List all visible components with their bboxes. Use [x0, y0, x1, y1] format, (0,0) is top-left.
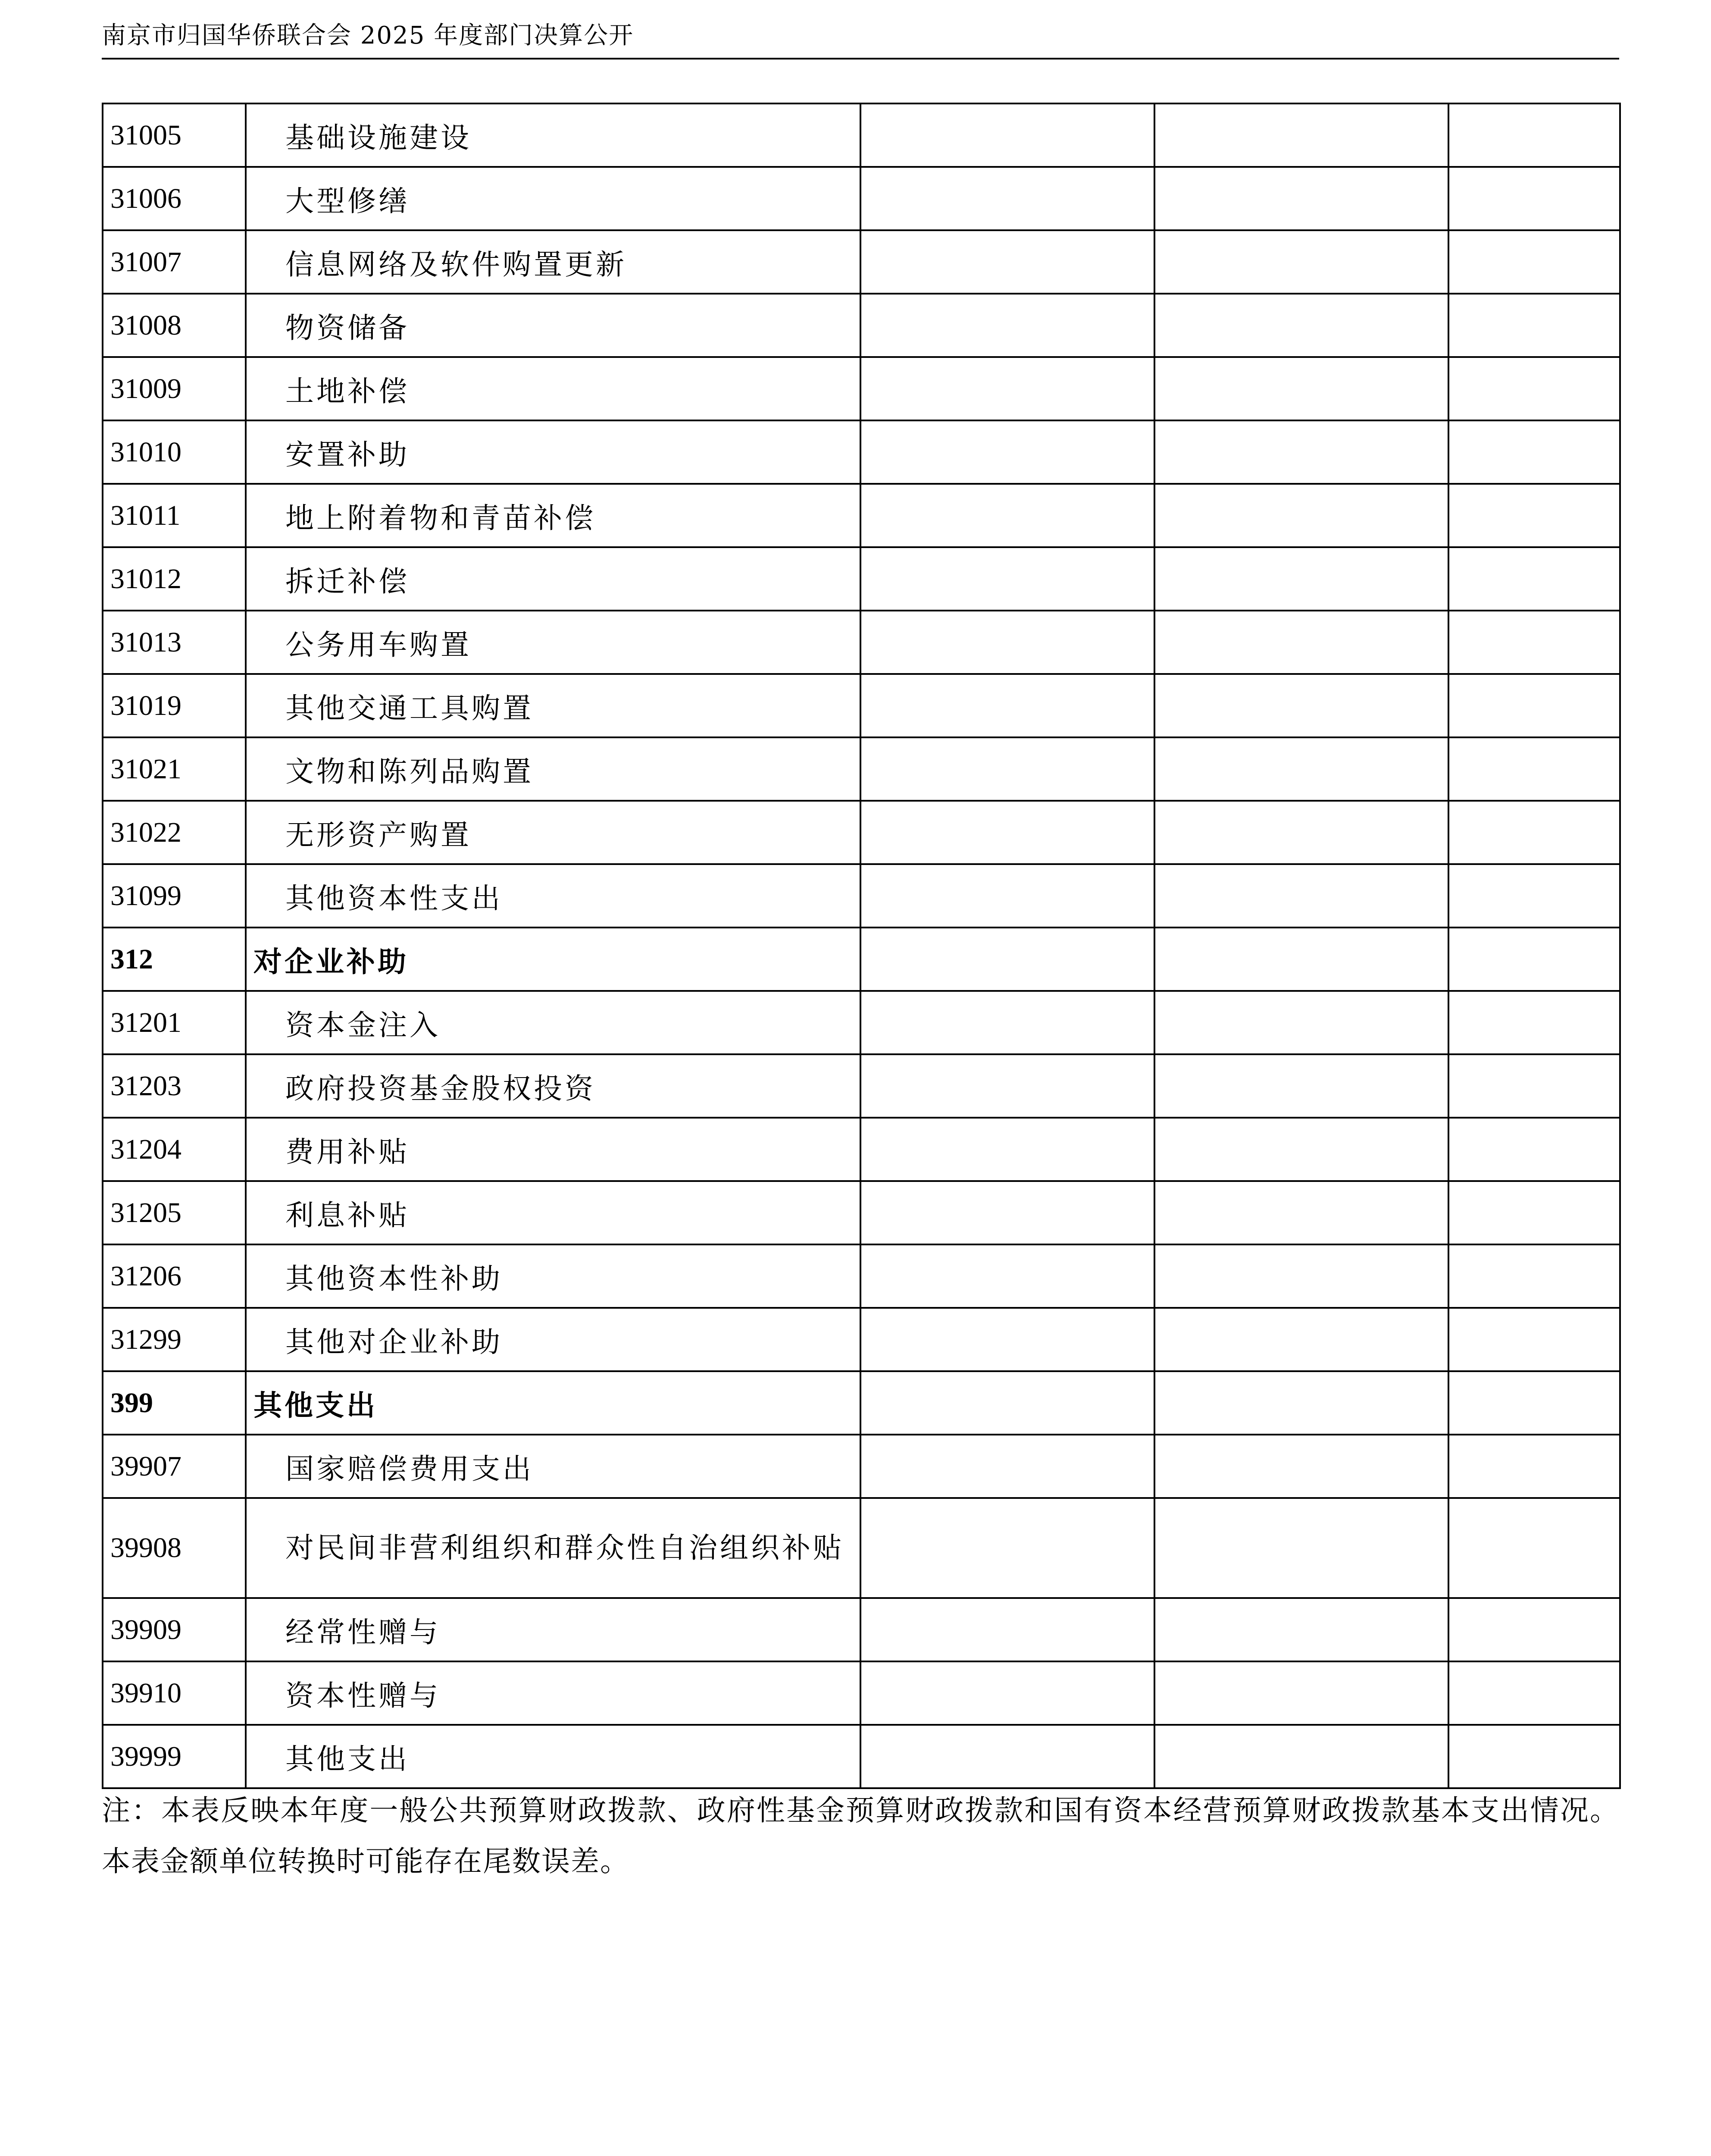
row-amount-cell [1448, 484, 1620, 547]
table-row [103, 103, 1620, 167]
table-row [103, 674, 1620, 737]
row-amount-cell [1154, 1498, 1448, 1598]
page-header [102, 22, 1619, 60]
row-code-cell: 31299 [103, 1308, 246, 1371]
row-amount-cell [1448, 801, 1620, 864]
table-row [103, 294, 1620, 357]
table-row [103, 547, 1620, 611]
row-name-cell: 地上附着物和青苗补偿 [246, 484, 860, 547]
table-row [103, 928, 1620, 991]
row-amount-cell [1154, 864, 1448, 928]
row-amount-cell [860, 1118, 1154, 1181]
row-amount-cell [1448, 167, 1620, 230]
row-code-cell: 31012 [103, 547, 246, 611]
row-amount-cell [1154, 928, 1448, 991]
row-code-cell: 31206 [103, 1244, 246, 1308]
row-code-cell: 39910 [103, 1661, 246, 1725]
row-name-cell: 大型修缮 [246, 167, 860, 230]
row-amount-cell [1448, 1371, 1620, 1435]
row-amount-cell [860, 1308, 1154, 1371]
row-amount-cell [1154, 167, 1448, 230]
row-name-cell: 其他资本性支出 [246, 864, 860, 928]
row-amount-cell [1154, 484, 1448, 547]
row-amount-cell [1448, 864, 1620, 928]
table-row [103, 737, 1620, 801]
table-note: 注：本表反映本年度一般公共预算财政拨款、政府性基金预算财政拨款和国有资本经营预算财政拨款基本支出情况。本表金额单位转换时可能存在尾数误差。 [102, 1794, 1619, 1878]
row-name-cell: 资本性赠与 [246, 1661, 860, 1725]
table-row [103, 357, 1620, 420]
row-amount-cell [1154, 991, 1448, 1054]
row-name-cell: 国家赔偿费用支出 [246, 1435, 860, 1498]
row-amount-cell [1448, 1244, 1620, 1308]
row-amount-cell [1448, 1435, 1620, 1498]
row-name-cell: 资本金注入 [246, 991, 860, 1054]
row-amount-cell [1154, 1181, 1448, 1244]
row-amount-cell [1448, 737, 1620, 801]
table-row [103, 230, 1620, 294]
row-amount-cell [1154, 1725, 1448, 1788]
row-amount-cell [860, 1498, 1154, 1598]
row-amount-cell [1448, 1725, 1620, 1788]
table-row [103, 991, 1620, 1054]
row-amount-cell [860, 294, 1154, 357]
row-amount-cell [1154, 103, 1448, 167]
row-amount-cell [1448, 611, 1620, 674]
row-amount-cell [860, 1598, 1154, 1661]
row-code-cell: 31008 [103, 294, 246, 357]
row-amount-cell [1448, 230, 1620, 294]
row-code-cell: 31013 [103, 611, 246, 674]
row-amount-cell [1448, 1598, 1620, 1661]
row-name-cell: 政府投资基金股权投资 [246, 1054, 860, 1118]
row-name-cell: 其他交通工具购置 [246, 674, 860, 737]
row-amount-cell [1448, 357, 1620, 420]
row-amount-cell [1154, 1435, 1448, 1498]
row-amount-cell [1448, 1661, 1620, 1725]
row-amount-cell [1154, 230, 1448, 294]
row-name-cell: 土地补偿 [246, 357, 860, 420]
row-amount-cell [860, 864, 1154, 928]
row-amount-cell [860, 1435, 1154, 1498]
row-amount-cell [1154, 674, 1448, 737]
row-amount-cell [1448, 103, 1620, 167]
row-amount-cell [1154, 611, 1448, 674]
row-code-cell: 399 [103, 1371, 246, 1435]
row-amount-cell [860, 420, 1154, 484]
row-amount-cell [860, 357, 1154, 420]
row-amount-cell [860, 737, 1154, 801]
row-amount-cell [1154, 1371, 1448, 1435]
row-amount-cell [860, 1054, 1154, 1118]
row-amount-cell [1154, 801, 1448, 864]
row-amount-cell [1154, 1661, 1448, 1725]
row-code-cell: 31006 [103, 167, 246, 230]
row-amount-cell [1448, 1498, 1620, 1598]
row-code-cell: 31005 [103, 103, 246, 167]
row-amount-cell [860, 547, 1154, 611]
row-amount-cell [1154, 1118, 1448, 1181]
table-row [103, 801, 1620, 864]
row-amount-cell [860, 1244, 1154, 1308]
row-amount-cell [860, 230, 1154, 294]
row-name-cell: 无形资产购置 [246, 801, 860, 864]
row-code-cell: 31203 [103, 1054, 246, 1118]
table-row [103, 1498, 1620, 1598]
table-row [103, 167, 1620, 230]
row-amount-cell [860, 611, 1154, 674]
row-name-cell: 拆迁补偿 [246, 547, 860, 611]
row-code-cell: 31011 [103, 484, 246, 547]
row-amount-cell [1154, 1308, 1448, 1371]
row-amount-cell [860, 1725, 1154, 1788]
row-amount-cell [1154, 294, 1448, 357]
row-amount-cell [1448, 1181, 1620, 1244]
table-row [103, 1244, 1620, 1308]
table-row [103, 420, 1620, 484]
row-code-cell: 312 [103, 928, 246, 991]
row-code-cell: 31204 [103, 1118, 246, 1181]
row-name-cell: 经常性赠与 [246, 1598, 860, 1661]
table-row [103, 1308, 1620, 1371]
row-code-cell: 31009 [103, 357, 246, 420]
row-name-cell: 利息补贴 [246, 1181, 860, 1244]
row-amount-cell [860, 928, 1154, 991]
row-name-cell: 其他资本性补助 [246, 1244, 860, 1308]
row-name-cell: 其他对企业补助 [246, 1308, 860, 1371]
row-amount-cell [860, 674, 1154, 737]
row-code-cell: 31007 [103, 230, 246, 294]
row-amount-cell [1154, 547, 1448, 611]
row-amount-cell [860, 801, 1154, 864]
document-title: 南京市归国华侨联合会 2025 年度部门决算公开 [102, 22, 634, 50]
row-amount-cell [1448, 674, 1620, 737]
row-amount-cell [860, 167, 1154, 230]
row-amount-cell [1448, 1054, 1620, 1118]
table-row [103, 1118, 1620, 1181]
row-name-cell: 其他支出 [246, 1725, 860, 1788]
row-code-cell: 39909 [103, 1598, 246, 1661]
row-name-cell: 文物和陈列品购置 [246, 737, 860, 801]
table-row [103, 611, 1620, 674]
row-name-cell: 信息网络及软件购置更新 [246, 230, 860, 294]
row-name-cell: 对民间非营利组织和群众性自治组织补贴 [246, 1498, 860, 1598]
row-code-cell: 39908 [103, 1498, 246, 1598]
row-amount-cell [1154, 420, 1448, 484]
row-name-cell: 对企业补助 [246, 928, 860, 991]
row-code-cell: 31010 [103, 420, 246, 484]
row-amount-cell [1154, 1054, 1448, 1118]
row-name-cell: 基础设施建设 [246, 103, 860, 167]
row-code-cell: 31022 [103, 801, 246, 864]
row-amount-cell [1448, 420, 1620, 484]
table-row [103, 1371, 1620, 1435]
expenditure-table [102, 103, 1621, 1789]
row-amount-cell [860, 991, 1154, 1054]
table-row [103, 484, 1620, 547]
row-amount-cell [860, 1661, 1154, 1725]
row-amount-cell [1448, 547, 1620, 611]
row-code-cell: 31021 [103, 737, 246, 801]
row-amount-cell [860, 1371, 1154, 1435]
row-code-cell: 31205 [103, 1181, 246, 1244]
row-amount-cell [1154, 357, 1448, 420]
row-amount-cell [1448, 928, 1620, 991]
row-code-cell: 39907 [103, 1435, 246, 1498]
row-code-cell: 31019 [103, 674, 246, 737]
row-amount-cell [1154, 1598, 1448, 1661]
row-amount-cell [860, 103, 1154, 167]
row-code-cell: 31099 [103, 864, 246, 928]
row-name-cell: 费用补贴 [246, 1118, 860, 1181]
row-amount-cell [1154, 1244, 1448, 1308]
table-row [103, 1725, 1620, 1788]
row-amount-cell [1448, 991, 1620, 1054]
row-amount-cell [1154, 737, 1448, 801]
row-code-cell: 39999 [103, 1725, 246, 1788]
row-amount-cell [1448, 294, 1620, 357]
table-row [103, 1054, 1620, 1118]
table-row [103, 1181, 1620, 1244]
table-body [103, 103, 1620, 1788]
table-row [103, 1661, 1620, 1725]
row-name-cell: 公务用车购置 [246, 611, 860, 674]
table-row [103, 1598, 1620, 1661]
row-amount-cell [860, 484, 1154, 547]
row-amount-cell [1448, 1118, 1620, 1181]
row-name-cell: 物资储备 [246, 294, 860, 357]
row-code-cell: 31201 [103, 991, 246, 1054]
row-amount-cell [1448, 1308, 1620, 1371]
row-name-cell: 其他支出 [246, 1371, 860, 1435]
row-amount-cell [860, 1181, 1154, 1244]
table-row [103, 864, 1620, 928]
table-row [103, 1435, 1620, 1498]
row-name-cell: 安置补助 [246, 420, 860, 484]
